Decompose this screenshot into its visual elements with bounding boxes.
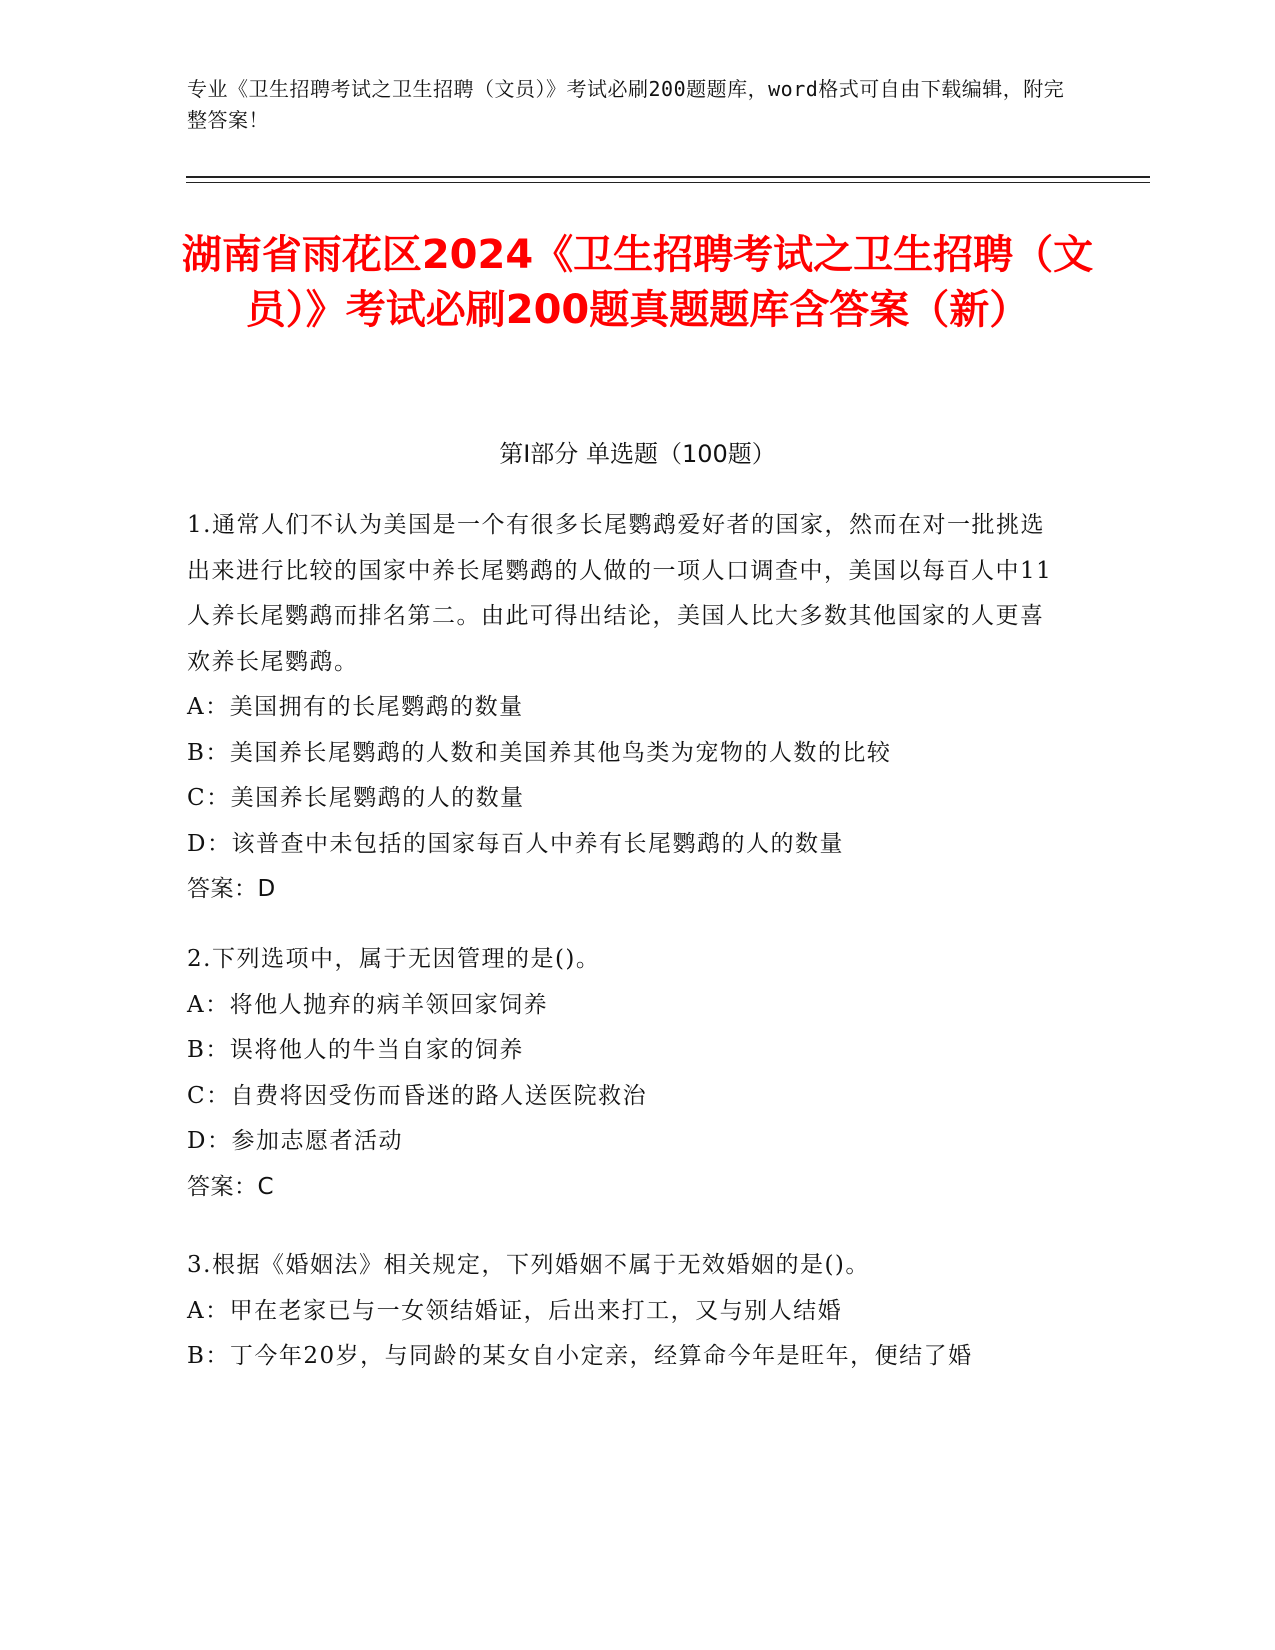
option-a: A：将他人抛弃的病羊领回家饲养 <box>187 991 549 1018</box>
header-divider-thin <box>186 182 1150 183</box>
document-title: 湖南省雨花区2024《卫生招聘考试之卫生招聘（文员）》考试必刷200题真题题库含答案（新） <box>181 232 1094 333</box>
section-heading: 第Ⅰ部分 单选题（100题） <box>499 440 776 468</box>
question-1 <box>187 503 1067 913</box>
option-b: B：美国养长尾鹦鹉的人数和美国养其他鸟类为宠物的人数的比较 <box>187 739 892 766</box>
option-b: B：误将他人的牛当自家的饲养 <box>187 1037 524 1063</box>
question-3 <box>187 1243 1067 1380</box>
question-stem: 3.根据《婚姻法》相关规定，下列婚姻不属于无效婚姻的是()。 <box>187 1252 870 1278</box>
option-d: D：参加志愿者活动 <box>187 1128 403 1154</box>
question-stem: 1.通常人们不认为美国是一个有很多长尾鹦鹉爱好者的国家，然而在对一批挑选出来进行比较的国家中养长尾鹦鹉的人做的一项人口调查中，美国以每百人中11人养长尾鹦鹉而排名第二。由此可得出结论，美国人比大多数其他国家的人更喜欢养长尾鹦鹉。 <box>187 512 1053 675</box>
option-c: C：美国养长尾鹦鹉的人的数量 <box>187 785 525 811</box>
answer-line: 答案：C <box>187 1173 275 1200</box>
answer-line: 答案：D <box>187 876 276 902</box>
option-a: A：美国拥有的长尾鹦鹉的数量 <box>187 694 524 720</box>
option-d: D：该普查中未包括的国家每百人中养有长尾鹦鹉的人的数量 <box>187 830 844 857</box>
header-note: 专业《卫生招聘考试之卫生招聘（文员）》考试必刷200题题库，word格式可自由下载编辑，附完整答案！ <box>187 77 1065 132</box>
header-divider <box>186 176 1150 178</box>
option-a: A：甲在老家已与一女领结婚证，后出来打工，又与别人结婚 <box>187 1297 843 1324</box>
question-2 <box>187 937 1067 1210</box>
option-c: C：自费将因受伤而昏迷的路人送医院救治 <box>187 1082 648 1109</box>
question-stem: 2.下列选项中，属于无因管理的是()。 <box>187 946 601 972</box>
option-b: B：丁今年20岁，与同龄的某女自小定亲，经算命今年是旺年，便结了婚 <box>187 1343 973 1369</box>
